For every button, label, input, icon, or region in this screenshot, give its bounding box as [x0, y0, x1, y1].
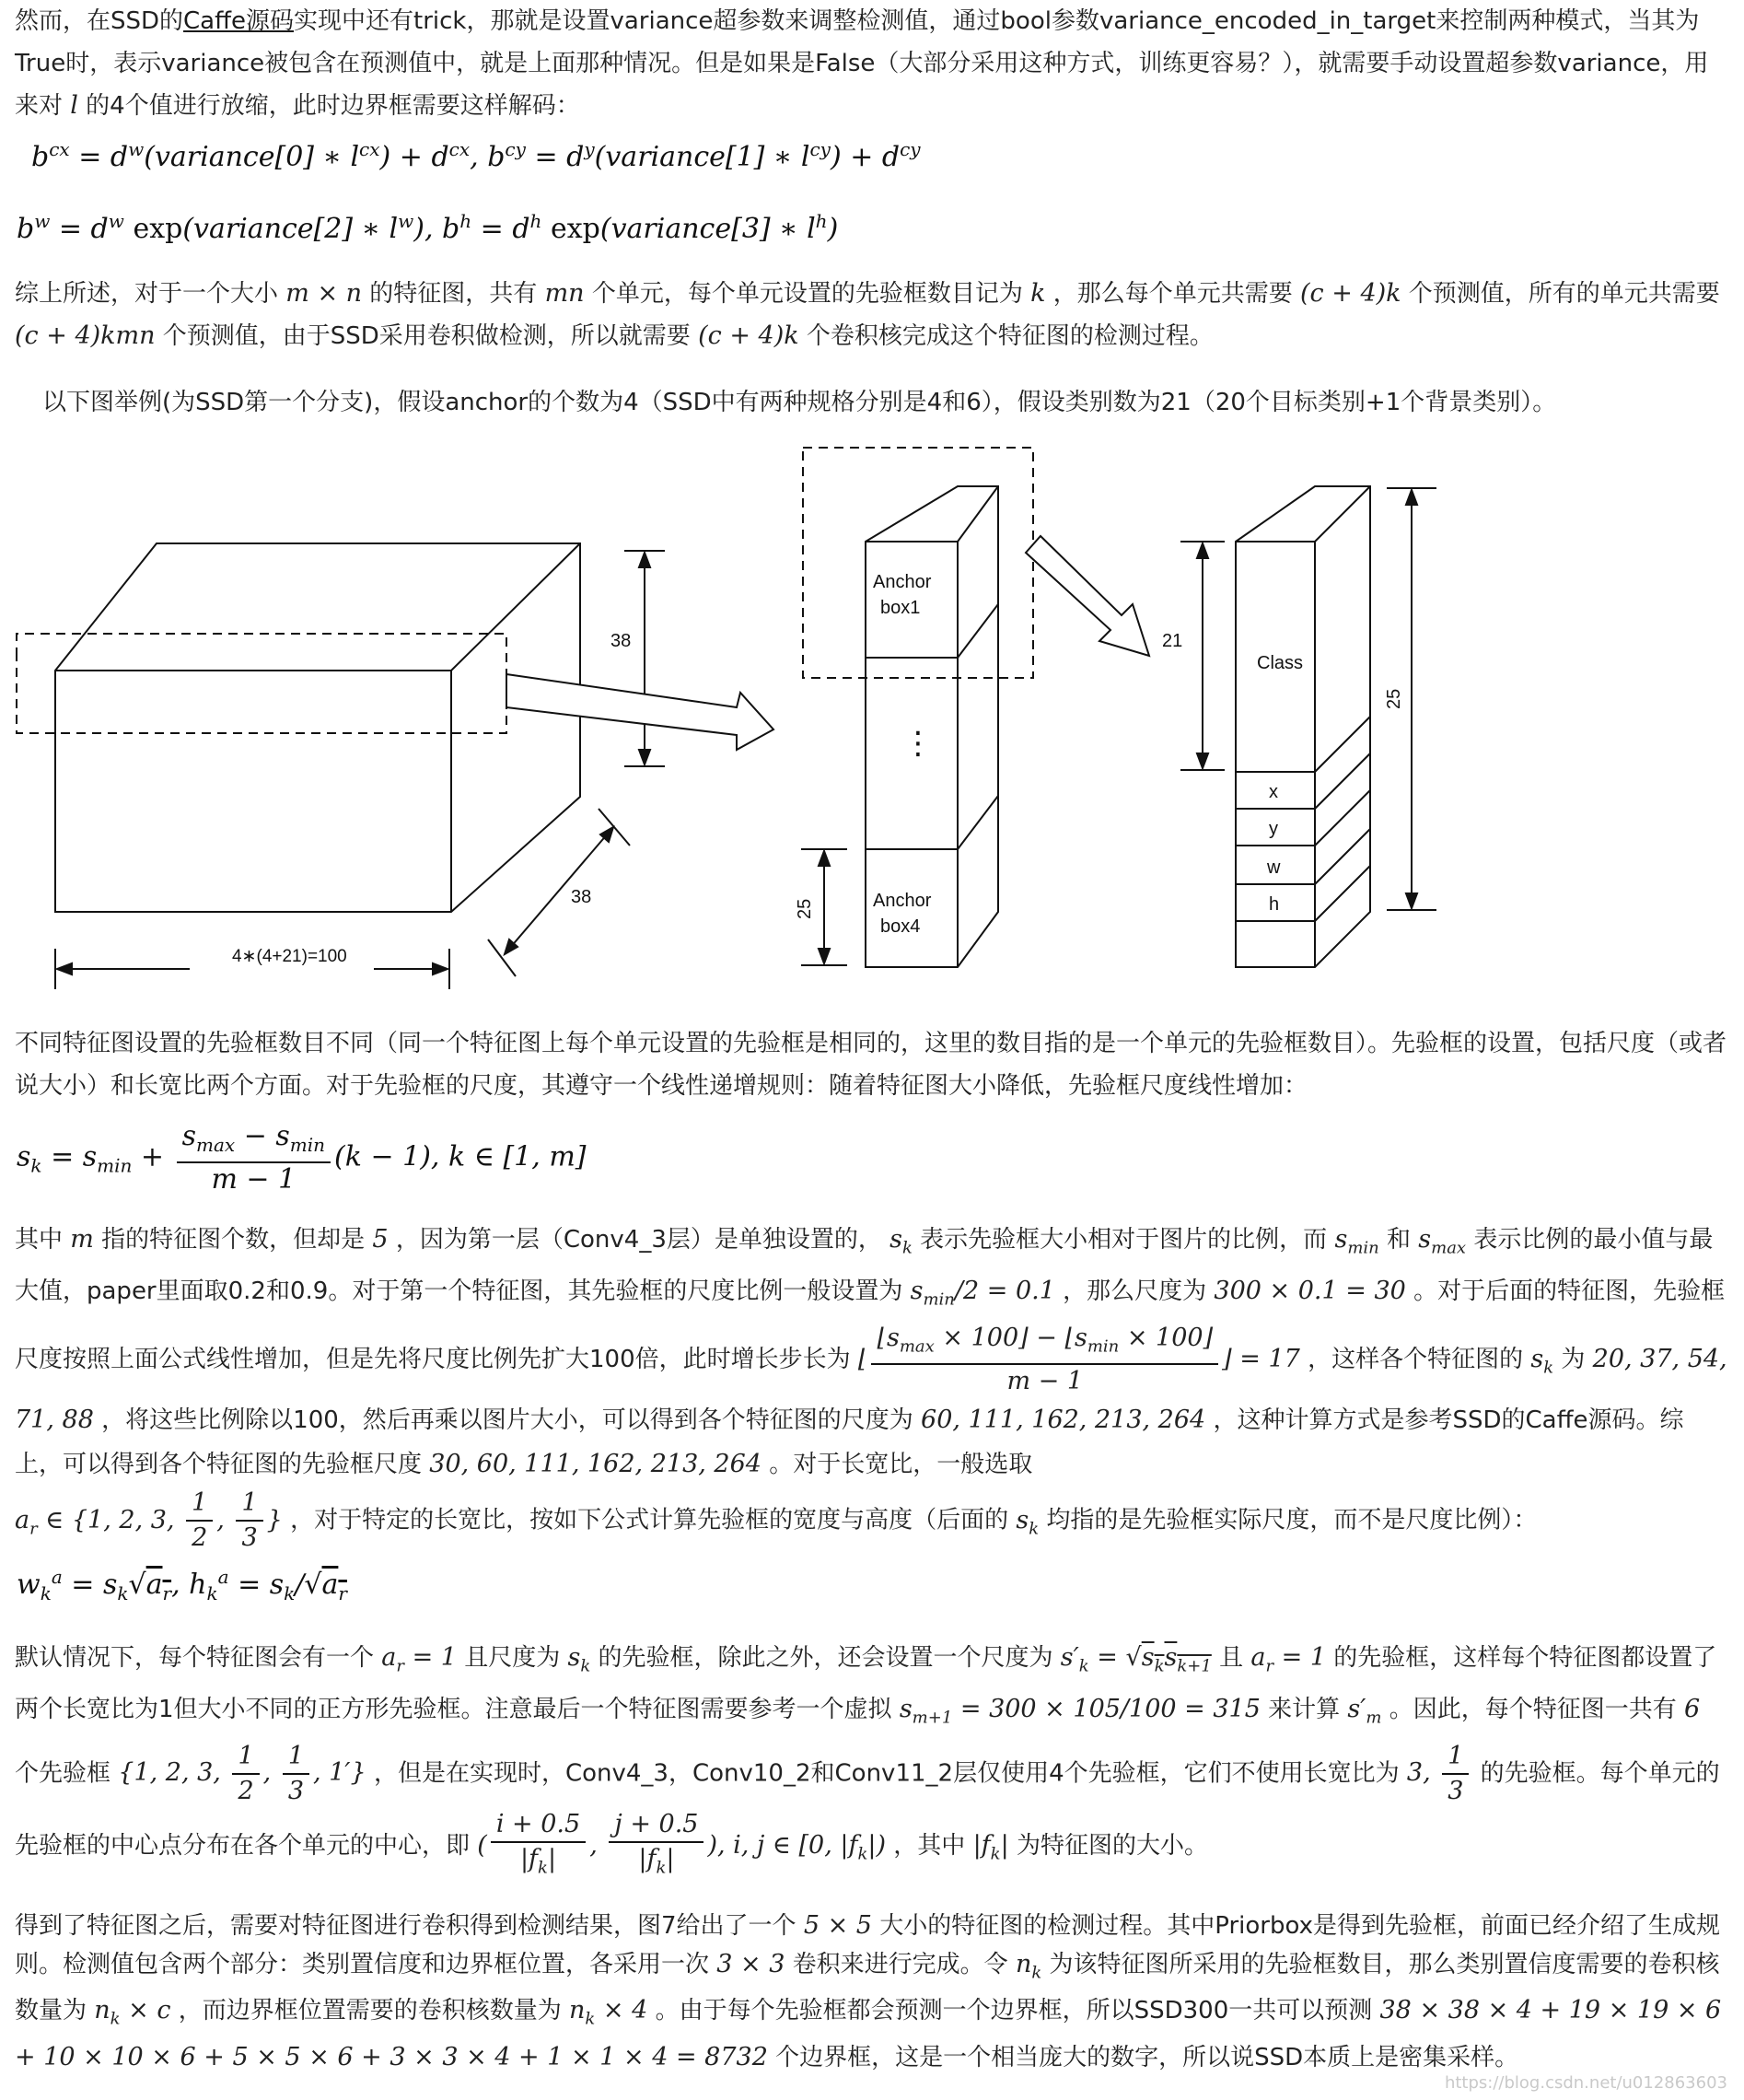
math-ar-set: $a_r$ ∈ {1, 2, 3, $\frac{1}{2}$ , $\frac{1}{3}$ } [15, 1488, 283, 1553]
paragraph-variance [15, 0, 1729, 127]
text: ，但是在实现时，Conv4_3，Conv10_2和Conv11_2层仅使用4个先验框，它们不使用长宽比为 [366, 1759, 1407, 1788]
paragraph-scale-detail [15, 1218, 1729, 1555]
text: 大小的特征图的检测过程。其中Priorbox是得到先验框，前面已经介绍了生成规则。检测值包含两个部分：类别置信度和边界框位置，各采用一次 [15, 1912, 1720, 1978]
text: ，将这些比例除以100，然后再乘以图片大小，可以得到各个特征图的尺度为 [93, 1406, 922, 1435]
paragraph-detection [15, 1907, 1729, 2077]
text: 个边界框，这是一个相当庞大的数字，所以说SSD本质上是密集采样。 [767, 2043, 1519, 2071]
text: 个预测值，所有的单元共需要 [1401, 280, 1720, 308]
math-ar1: $a_r = 1$ [1250, 1643, 1327, 1676]
math: 5 × 5 [803, 1911, 872, 1940]
text: 为特征图的大小。 [1008, 1831, 1208, 1860]
label-anchor-box1-line2: box1 [880, 598, 921, 618]
math-smin-half: $s_{min}/2 = 0.1$ [910, 1277, 1055, 1310]
text: 个先验框 [15, 1759, 119, 1788]
text: 卷积来进行完成。令 [785, 1951, 1016, 1978]
text: 表示比例的最小值与最大值，paper里面取0.2和0.9。对于第一个特征图，其先验框的尺度比例一般设置为 [15, 1226, 1714, 1306]
text: 为该特征图所采用的先验框数目，那么类别置信度需要的卷积核数量为 [15, 1951, 1720, 2025]
math-ar1: $a_r = 1$ [381, 1643, 457, 1676]
paragraph-example: 以下图举例(为SSD第一个分支)，假设anchor的个数为4（SSD中有两种规格分别是4和6），假设类别数为21（20个目标类别+1个背景类别）。 [42, 389, 1557, 416]
label-anchor-box4-line1: Anchor [873, 891, 932, 911]
label-25-left: 25 [795, 898, 815, 919]
equation-decode-size: $b^w = d^w$ exp(variance[2] ∗ $l^w$), $b^h = d^h$ exp(variance[3] ∗ $l^h$) [17, 210, 839, 245]
equation-decode-center: $b^{cx}$ = $d^w(variance[0]$ ∗ $l^{cx}) + d^{cx}$, $b^{cy}$ = $d^y(variance[1]$ ∗ $l^{cy}) + d^{cy}$ [31, 138, 921, 173]
label-x: x [1269, 782, 1278, 802]
text: 且 [1211, 1644, 1251, 1672]
math-3-third: 3, $\frac{1}{3}$ [1407, 1758, 1473, 1787]
caffe-source-link[interactable]: Caffe源码 [183, 7, 295, 35]
math-total-boxes: 38 × 38 × 4 + 19 × 19 × 6 + 10 × 10 × 6 + 5 × 5 × 6 + 3 × 3 × 4 + 1 × 1 × 4 = 8732 [15, 1996, 1722, 2071]
text: 个预测值，由于SSD采用卷积做检测，所以就需要 [155, 322, 699, 350]
math: 5 [372, 1225, 389, 1254]
text: 且尺度为 [456, 1644, 568, 1672]
text: 的4个值进行放缩，此时边界框需要这样解码： [77, 92, 580, 120]
paragraph-prior-scale: 不同特征图设置的先验框数目不同（同一个特征图上每个单元设置的先验框是相同的，这里的数目指的是一个单元的先验框数目）。先验框的设置，包括尺度（或者说大小）和长宽比两个方面。对于先验框的尺度，其遵守一个线性递增规则：随着特征图大小降低，先验框尺度线性增加： [15, 1030, 1727, 1100]
text: 均指的是先验框实际尺度，而不是尺度比例）： [1039, 1506, 1538, 1534]
text: 。对于后面的特征图，先验框尺度按照上面公式线性增加，但是先将尺度比例先扩大100倍，此时增长步长为 [15, 1278, 1726, 1373]
math-scales: 60, 111, 162, 213, 264 [921, 1406, 1206, 1435]
label-25-right: 25 [1384, 688, 1404, 709]
text: ，那么每个单元共需要 [1045, 280, 1301, 308]
text: 来计算 [1260, 1696, 1348, 1724]
label-h: h [1269, 894, 1280, 915]
math-sk-prime: $s'_k = √s_ks_{k+1}$ [1060, 1643, 1212, 1676]
text: ，那么尺度为 [1054, 1278, 1215, 1306]
label-anchor-box1-line1: Anchor [873, 572, 932, 592]
label-class: Class [1257, 653, 1304, 673]
text: 的先验框，除此之外，还会设置一个尺度为 [590, 1644, 1061, 1672]
math-six-set: {1, 2, 3, $\frac{1}{2}$ , $\frac{1}{3}$ , 1′} [118, 1741, 366, 1805]
label-y: y [1269, 819, 1278, 839]
text: 的先验框，这样每个特征图都设置了两个长宽比为1但大小不同的正方形先验框。注意最后一个特征图需要参考一个虚拟 [15, 1644, 1717, 1724]
text: 指的特征图个数，但却是 [93, 1226, 373, 1254]
text: ，其中 [886, 1831, 973, 1860]
math: k [1030, 279, 1046, 308]
text: 实现中还有trick，那就是设置variance超参数来调整检测值，通过bool参数variance_encoded_in_target来控制两种模式，当其为True时，表示variance被包含在预测值中，就是上面那种情况。但是如果是False（大部分采用这种方式，训练更容易？），就需要手动设置超参数variance，用来对 [15, 7, 1709, 120]
text: 综上所述，对于一个大小 [15, 280, 286, 308]
math-l: l [70, 91, 78, 120]
math-sm-prime: $s'_m$ [1347, 1695, 1382, 1728]
ssd-branch-figure [0, 433, 1744, 1004]
text: 然而，在SSD的 [15, 7, 184, 35]
text: 的先验框。每个单元的先验框的中心点分布在各个单元的中心，即 [15, 1759, 1720, 1860]
label-width-100: 4∗(4+21)=100 [232, 947, 347, 966]
paragraph-summary [15, 273, 1729, 357]
class-column [1236, 486, 1370, 967]
math-300x01: 300 × 0.1 = 30 [1214, 1277, 1406, 1306]
math-nk-c: $n_k \times c$ [94, 1996, 171, 2029]
math: (c + 4)k [698, 321, 799, 350]
label-anchor-box4-line2: box4 [880, 916, 921, 937]
math-nk: $n_k$ [1015, 1950, 1042, 1983]
math: 6 [1684, 1695, 1701, 1724]
math-nk-4: $n_k \times 4$ [569, 1996, 648, 2029]
label-w: w [1267, 858, 1281, 878]
math-scales-all: 30, 60, 111, 162, 213, 264 [429, 1450, 762, 1479]
equation-width-height: $w_k^a = s_k√a_r$, $h_k^a = s_k/√a_r$ [17, 1566, 347, 1604]
text: 为 [1553, 1345, 1593, 1373]
text: 默认情况下，每个特征图会有一个 [15, 1644, 382, 1672]
math-step: ⌊ $\frac{⌊s_{max} \times 100⌋ - ⌊s_{min} \times 100⌋}{m - 1}$ ⌋ = 17 [857, 1323, 1300, 1396]
label-38-vertical: 38 [610, 631, 632, 651]
label-dots: ⋮ [902, 726, 934, 761]
math: (c + 4)k [1300, 279, 1401, 308]
math-sm1: $s_{m+1} = 300 \times 105/100 = 315$ [899, 1695, 1261, 1728]
text: 个卷积核完成这个特征图的检测过程。 [798, 322, 1214, 350]
flow-arrow-2 [1026, 536, 1149, 656]
math: mn [544, 279, 585, 308]
math: m × n [285, 279, 363, 308]
math-sk-values: 20, 37, 54, 71, 88 [15, 1344, 1727, 1435]
watermark: https://blog.csdn.net/u012863603 [1444, 2073, 1727, 2093]
text: ，因为第一层（Conv4_3层）是单独设置的， [388, 1226, 890, 1254]
paragraph-default-boxes [15, 1636, 1729, 1884]
equation-scale: $s_k = s_{min}$ + $\frac{s_{max} - s_{min}}{m - 1}$ (k − 1), k ∈ [1, m] [17, 1120, 587, 1196]
text: 。对于长宽比，一般选取 [761, 1451, 1033, 1479]
math-m: m [70, 1225, 94, 1254]
text: ，对于特定的长宽比，按如下公式计算先验框的宽度与高度（后面的 [282, 1506, 1017, 1534]
text: ，而边界框位置需要的卷积核数量为 [170, 1997, 570, 2025]
label-21: 21 [1162, 631, 1183, 651]
text: 个单元，每个单元设置的先验框数目记为 [584, 280, 1031, 308]
text: 和 [1378, 1226, 1419, 1254]
math-fk: $|f_k|$ [972, 1830, 1009, 1864]
text: ，这种计算方式是参考SSD的Caffe源码。综上，可以得到各个特征图的先验框尺度 [15, 1406, 1684, 1479]
math-smin: $s_{min}$ [1334, 1225, 1379, 1258]
text: 的特征图，共有 [362, 280, 545, 308]
label-38-depth: 38 [571, 887, 592, 907]
text: 表示先验框大小相对于图片的比例，而 [912, 1226, 1335, 1254]
math-sk: $s_k$ [889, 1225, 913, 1258]
text: 。因此，每个特征图一共有 [1381, 1696, 1685, 1724]
text: ，这样各个特征图的 [1299, 1345, 1531, 1373]
math-sk: $s_k$ [1530, 1344, 1554, 1378]
text: 其中 [15, 1226, 71, 1254]
math-smax: $s_{max}$ [1418, 1225, 1467, 1258]
text: 。由于每个先验框都会预测一个边界框，所以SSD300一共可以预测 [647, 1997, 1380, 2025]
math-sk: $s_k$ [567, 1643, 591, 1676]
feature-map-cube [55, 543, 580, 912]
math: 3 × 3 [716, 1950, 785, 1978]
math: (c + 4)kmn [15, 321, 156, 350]
math-center: ( $\frac{i + 0.5}{|f_k|}$ , $\frac{j + 0.5}{|f_k|}$ ), i, j ∈ [0, $|f_k|$) [477, 1809, 887, 1878]
math-sk: $s_k$ [1016, 1505, 1040, 1539]
text: 得到了特征图之后，需要对特征图进行卷积得到检测结果，图7给出了一个 [15, 1912, 804, 1940]
